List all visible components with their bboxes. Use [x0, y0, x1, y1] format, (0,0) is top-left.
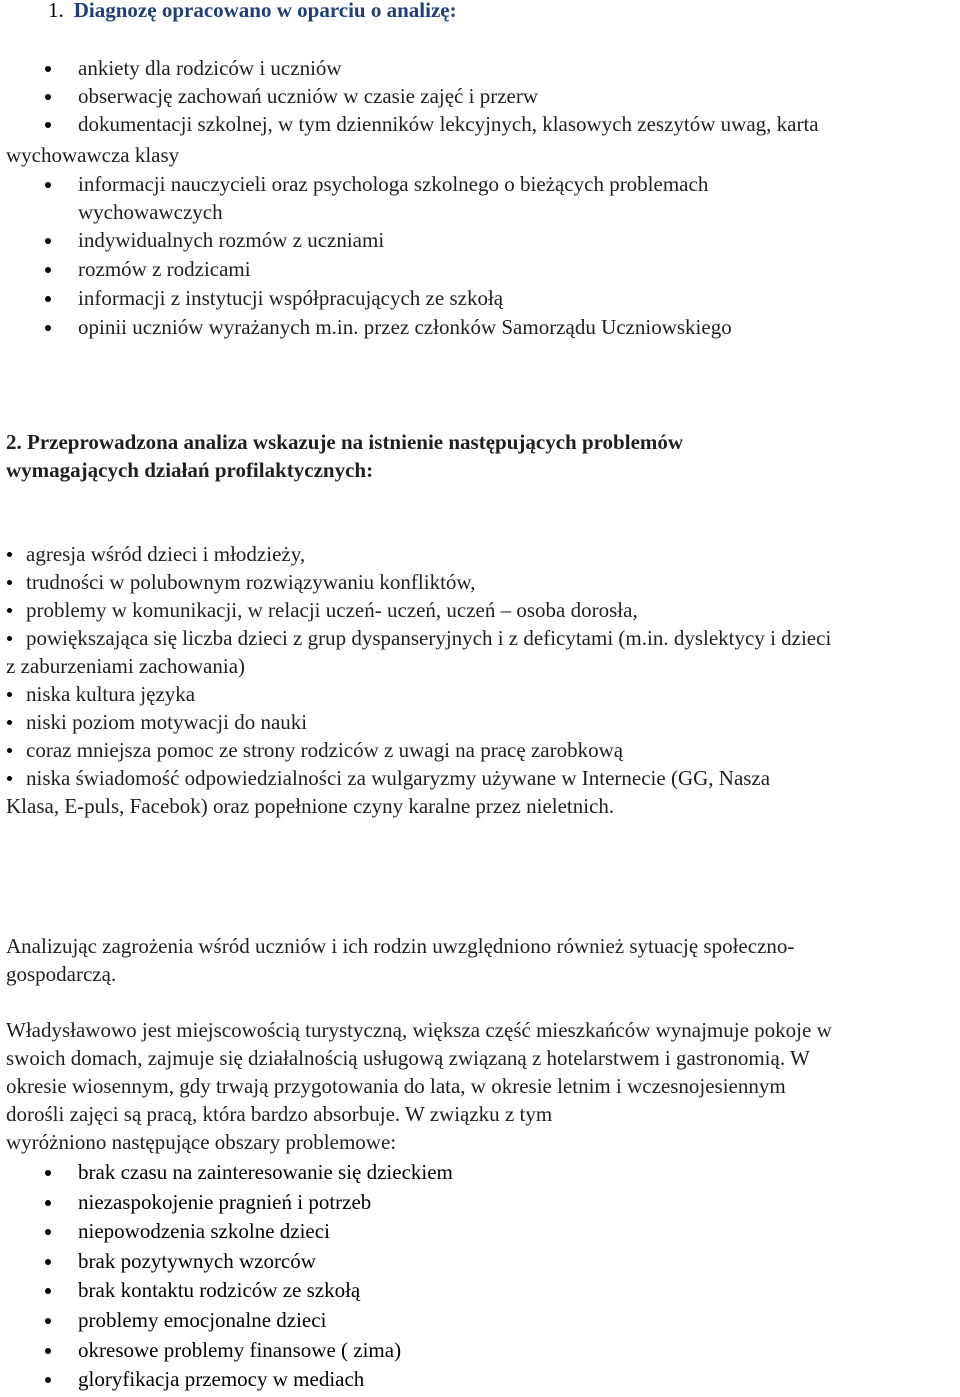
paragraph-wladyslawowo: Władysławowo jest miejscowością turystyczną, większa część mieszkańców wynajmuje pokoje w swoich domach, zajmuje się działalnością usługową związaną z hotelarstwem i gastronomią. W okresie wiosennym, gdy trwają przygotowania do lata, w okresie letnim i wczesnojesiennym dorośli zajęci są pracą, która bardzo absorbuje. W związku z tym wyróżniono następujące obszary problemowe: [6, 1018, 832, 1154]
bullet-icon [45, 296, 51, 302]
bullet-icon [45, 238, 51, 244]
bullet-icon [45, 1229, 51, 1235]
list-item-continuation: Klasa, E-puls, Facebok) oraz popełnione czyny karalne przez nieletnich. [6, 794, 615, 818]
list-item: dokumentacji szkolnej, w tym dzienników lekcyjnych, klasowych zeszytów uwag, karta [0, 110, 960, 138]
list-item: niski poziom motywacji do nauki [6, 708, 956, 736]
bullet-icon [45, 1288, 51, 1294]
bullet-icon [7, 552, 12, 557]
bullet-icon [45, 182, 51, 188]
list-item: opinii uczniów wyrażanych m.in. przez członków Samorządu Uczniowskiego [0, 313, 960, 342]
section3-list [0, 1158, 960, 1395]
list-item: informacji nauczycieli oraz psychologa szkolnego o bieżących problemach wychowawczych [0, 170, 960, 226]
bullet-icon [7, 748, 12, 753]
bullet-icon [45, 325, 51, 331]
list-item: brak czasu na zainteresowanie się dzieckiem [0, 1158, 960, 1188]
bullet-icon [45, 1318, 51, 1324]
list-item: niezaspokojenie pragnień i potrzeb [0, 1188, 960, 1218]
list-item: powiększająca się liczba dzieci z grup dyspanseryjnych i z deficytami (m.in. dyslektycy i dzieci [6, 624, 956, 652]
section2-heading: 2. Przeprowadzona analiza wskazuje na istnienie następujących problemów wymagających działań profilaktycznych: [6, 430, 684, 482]
bullet-icon [45, 122, 51, 128]
bullet-icon [7, 608, 12, 613]
list-item: niska świadomość odpowiedzialności za wulgaryzmy używane w Internecie (GG, Nasza [6, 764, 956, 792]
list-item: coraz mniejsza pomoc ze strony rodziców z uwagi na pracę zarobkową [6, 736, 956, 764]
list-item-continuation: z zaburzeniami zachowania) [6, 654, 246, 678]
list-item: problemy emocjonalne dzieci [0, 1306, 960, 1336]
section1-number: 1. [48, 0, 64, 22]
bullet-icon [7, 776, 12, 781]
bullet-icon [45, 1170, 51, 1176]
paragraph-socioeconomic: Analizując zagrożenia wśród uczniów i ich rodzin uwzględniono również sytuację społeczno- gospodarczą. [6, 934, 795, 986]
list-item: trudności w polubownym rozwiązywaniu konfliktów, [6, 568, 956, 596]
bullet-icon [45, 267, 51, 273]
list-item-continuation: wychowawczych [78, 200, 223, 224]
list-item: brak pozytywnych wzorców [0, 1247, 960, 1277]
bullet-icon [45, 1259, 51, 1265]
list-item: problemy w komunikacji, w relacji uczeń- uczeń, uczeń – osoba dorosła, [6, 596, 956, 624]
bullet-icon [7, 636, 12, 641]
bullet-icon [7, 720, 12, 725]
bullet-icon [7, 580, 12, 585]
list-item-continuation: wychowawcza klasy [6, 143, 180, 167]
list-item: niepowodzenia szkolne dzieci [0, 1217, 960, 1247]
list-item: informacji z instytucji współpracujących ze szkołą [0, 284, 960, 313]
bullet-icon [45, 1348, 51, 1354]
bullet-icon [45, 94, 51, 100]
list-item: indywidualnych rozmów z uczniami [0, 226, 960, 255]
section1-heading [48, 0, 457, 24]
list-item: agresja wśród dzieci i młodzieży, [6, 540, 956, 568]
list-item: ankiety dla rodziców i uczniów [0, 54, 960, 82]
bullet-icon [7, 692, 12, 697]
bullet-icon [45, 1377, 51, 1383]
bullet-icon [45, 66, 51, 72]
section1-list-b [0, 170, 960, 342]
bullet-icon [45, 1200, 51, 1206]
list-item: gloryfikacja przemocy w mediach [0, 1365, 960, 1395]
section1-heading-text: Diagnozę opracowano w oparciu o analizę: [73, 0, 457, 22]
section2-list [6, 540, 956, 820]
list-item: brak kontaktu rodziców ze szkołą [0, 1276, 960, 1306]
list-item: okresowe problemy finansowe ( zima) [0, 1336, 960, 1366]
section1-list-a [0, 54, 960, 138]
list-item: obserwację zachowań uczniów w czasie zajęć i przerw [0, 82, 960, 110]
list-item: niska kultura języka [6, 680, 956, 708]
list-item: rozmów z rodzicami [0, 255, 960, 284]
